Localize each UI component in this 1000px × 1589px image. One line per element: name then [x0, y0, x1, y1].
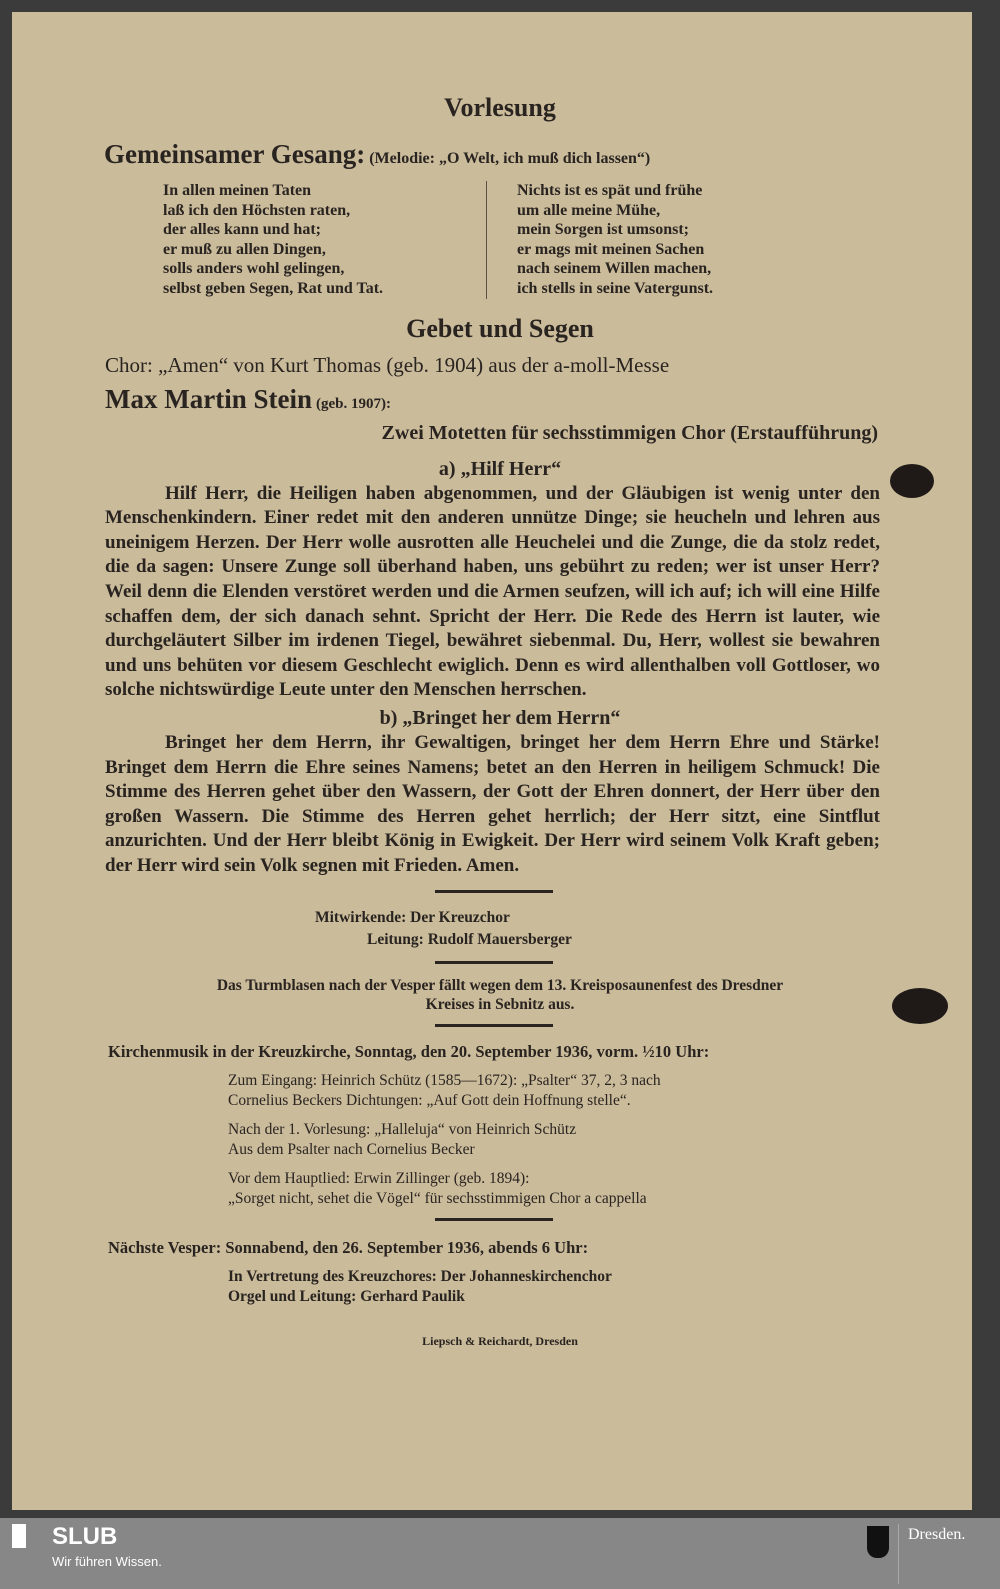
program-line: Zum Eingang: Heinrich Schütz (1585—1672): „Psalter“ 37, 2, 3 nach [228, 1072, 661, 1090]
composer-born: (geb. 1907): [315, 395, 391, 412]
slub-tagline: Wir führen Wissen. [52, 1554, 162, 1569]
program-line: Vor dem Hauptlied: Erwin Zillinger (geb. 1894): [228, 1170, 530, 1188]
column-divider [486, 181, 487, 299]
verse-line: laß ich den Höchsten raten, [163, 201, 351, 219]
next-vesper-title: Nächste Vesper: Sonnabend, den 26. September 1936, abends 6 Uhr: [108, 1238, 589, 1258]
hymn-title: Gemeinsamer Gesang: [104, 139, 366, 169]
composer-line [0, 383, 1000, 420]
document-content [0, 92, 1000, 1349]
program-line: Nach der 1. Vorlesung: „Halleluja“ von Heinrich Schütz [228, 1121, 577, 1139]
church-music-title: Kirchenmusik in der Kreuzkirche, Sonntag, den 20. September 1936, vorm. ½10 Uhr: [108, 1042, 710, 1062]
dresden-logo[interactable]: Dresden. [908, 1526, 966, 1543]
verse-line: er mags mit meinen Sachen [517, 240, 705, 258]
program-item [0, 1120, 1000, 1159]
motet-a-title: a) „Hilf Herr“ [438, 457, 562, 480]
hymn-header [0, 138, 1000, 175]
footer-divider [898, 1524, 899, 1584]
slub-book-icon [12, 1524, 26, 1548]
verse-line: nach seinem Willen machen, [517, 260, 712, 278]
slub-footer-bar [0, 1518, 1000, 1589]
next-vesper-line: Orgel und Leitung: Gerhard Paulik [228, 1288, 465, 1306]
hymn-right-stanza [517, 181, 713, 299]
slub-logo[interactable]: SLUB [52, 1523, 118, 1550]
heading-prayer: Gebet und Segen [406, 313, 594, 343]
hymn-melody: (Melodie: „O Welt, ich muß dich lassen“) [369, 150, 651, 167]
verse-line: der alles kann und hat; [163, 221, 321, 239]
verse-line: um alle meine Mühe, [517, 201, 661, 219]
notice-line: Das Turmblasen nach der Vesper fällt wegen dem 13. Kreisposaunenfest des Dresdner [216, 977, 784, 995]
verse-line: In allen meinen Taten [163, 182, 312, 199]
notice-line: Kreises in Sebnitz aus. [425, 996, 575, 1014]
verse-line: Nichts ist es spät und frühe [517, 182, 703, 199]
divider-rule [435, 1218, 553, 1221]
program-line: Cornelius Beckers Dichtungen: „Auf Gott dein Hoffnung stelle“. [228, 1091, 631, 1109]
hymn-left-stanza [163, 181, 486, 299]
program-line: „Sorget nicht, sehet die Vögel“ für sechsstimmigen Chor a cappella [228, 1189, 647, 1207]
program-item [0, 1169, 1000, 1208]
credits-performers: Mitwirkende: Der Kreuzchor [315, 909, 510, 927]
verse-line: mein Sorgen ist umsonst; [517, 221, 690, 239]
composer-work: Zwei Motetten für sechsstimmigen Chor (Erstaufführung) [381, 421, 878, 444]
verse-line: ich stells in seine Vatergunst. [517, 279, 714, 297]
motet-b-text: Bringet her dem Herrn, ihr Gewaltigen, bringet her dem Herrn Ehre und Stärke! Bringet dem Herrn die Ehre seines Namens; betet an den Herren in heiligem Schmuck! Die Stimme des Herren gehet über den Wassern, der Gott der Ehren donnert, der Herr über den großen Wassern. Die Stimme des Herren gehet herrlich; der Herr sitzt, eine Sintflut anzurichten. Und der Herr bleibt König in Ewigkeit. Der Herr wird seinem Volk Kraft geben; der Herr wird sein Volk segnen mit Frieden. Amen. [105, 731, 880, 876]
credits-direction: Leitung: Rudolf Mauersberger [367, 931, 572, 949]
verse-line: er muß zu allen Dingen, [163, 240, 326, 258]
dresden-coat-of-arms-icon [867, 1526, 889, 1558]
program-item [0, 1071, 1000, 1110]
next-vesper-details [0, 1267, 1000, 1307]
divider-rule [435, 1024, 553, 1027]
motet-a-text: Hilf Herr, die Heiligen haben abgenommen, und der Gläubigen ist wenig unter den Menschenkindern. Einer redet mit den anderen unnütze Dinge; sie heucheln und lehren aus uneinigem Herzen. Der Herr wolle ausrotten alle Heuchelei und die Zunge, die da stolz redet, die da sagen: Unsere Zunge soll überhand haben, uns gebührt zu reden; wer ist unser Herr? Weil denn die Elenden verstöret werden und die Armen seufzen, will ich auf; ich will eine Hilfe schaffen dem, der sich danach sehnt. Spricht der Herr. Die Rede des Herrn ist lauter, wie durchgeläutert Silber im irdenen Tiegel, bewähret siebenmal. Du, Herr, wollest sie bewahren und uns behüten vor diesem Geschlecht ewiglich. Denn es wird allenthalben voll Gottloser, wo solche nichtswürdige Leute unter den Menschen herrschen. [105, 482, 880, 701]
divider-rule [435, 890, 553, 893]
printer-imprint: Liepsch & Reichardt, Dresden [422, 1334, 578, 1349]
choir-line: Chor: „Amen“ von Kurt Thomas (geb. 1904) aus der a-moll-Messe [105, 352, 670, 377]
motet-b-title: b) „Bringet her dem Herrn“ [379, 706, 621, 729]
verse-line: solls anders wohl gelingen, [163, 260, 345, 278]
hymn-stanzas [0, 181, 1000, 299]
divider-rule [435, 961, 553, 964]
next-vesper-line: In Vertretung des Kreuzchores: Der Johanneskirchenchor [228, 1268, 612, 1286]
heading-reading: Vorlesung [444, 93, 556, 122]
composer-name: Max Martin Stein [105, 383, 312, 414]
verse-line: selbst geben Segen, Rat und Tat. [163, 279, 384, 297]
program-line: Aus dem Psalter nach Cornelius Becker [228, 1140, 475, 1158]
